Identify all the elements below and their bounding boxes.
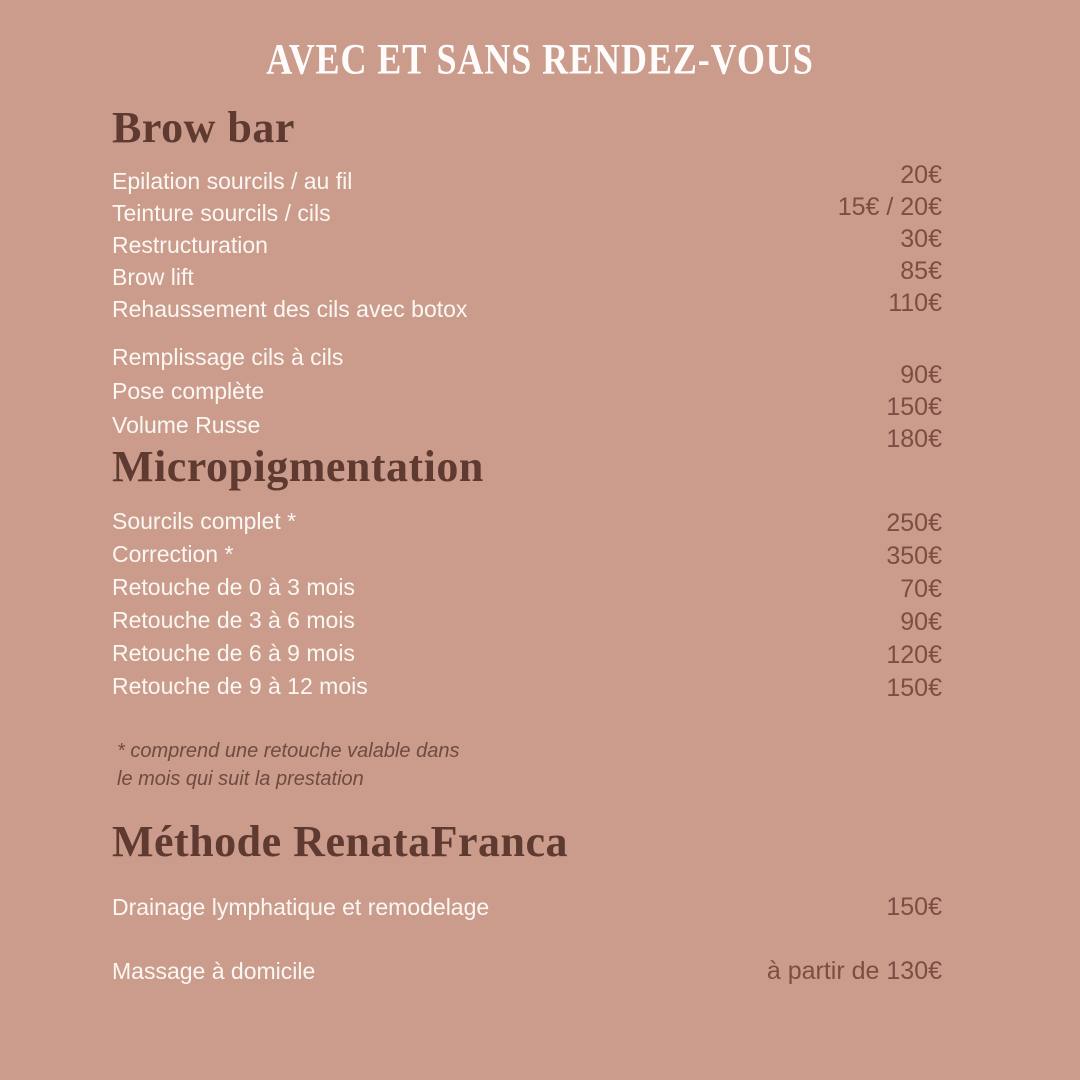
menu-row — [112, 224, 942, 261]
service-label: Sourcils complet * — [112, 508, 297, 534]
menu-row — [112, 288, 942, 325]
service-price: 90€ — [900, 360, 942, 389]
service-price: 350€ — [886, 542, 942, 570]
service-label: Retouche de 3 à 6 mois — [112, 607, 355, 633]
menu-row — [112, 256, 942, 293]
section-heading-renata-franca: Méthode RenataFranca — [112, 817, 569, 866]
section-heading-micropigmentation: Micropigmentation — [112, 442, 484, 491]
service-label: Correction * — [112, 541, 234, 567]
service-price: à partir de 130€ — [766, 956, 942, 985]
service-label: Teinture sourcils / cils — [112, 199, 331, 226]
service-label: Epilation sourcils / au fil — [112, 167, 353, 194]
service-price: 20€ — [900, 160, 942, 189]
service-price: 150€ — [886, 892, 942, 921]
footnote-line: * comprend une retouche valable dans — [117, 740, 460, 762]
footnote — [117, 737, 459, 793]
service-label: Volume Russe — [112, 411, 261, 438]
service-label: Pose complète — [112, 377, 265, 404]
menu-row — [112, 604, 942, 637]
menu-row — [112, 538, 942, 571]
menu-row — [112, 637, 942, 670]
service-label: Retouche de 9 à 12 mois — [112, 673, 368, 699]
menu-row — [112, 955, 942, 987]
service-label: Brow lift — [112, 263, 194, 290]
menu-row — [112, 192, 942, 229]
service-label: Retouche de 6 à 9 mois — [112, 640, 355, 666]
page-title: AVEC ET SANS RENDEZ-VOUS — [266, 34, 814, 84]
menu-row — [112, 571, 942, 604]
menu-row — [112, 505, 942, 538]
service-price: 180€ — [886, 424, 942, 453]
service-label: Rehaussement des cils avec botox — [112, 295, 468, 322]
service-price: 30€ — [900, 224, 942, 253]
footnote-line: le mois qui suit la prestation — [117, 768, 364, 790]
service-price: 85€ — [900, 256, 942, 285]
menu-row — [112, 670, 942, 703]
service-price: 70€ — [900, 575, 942, 603]
service-label: Restructuration — [112, 231, 268, 258]
menu-row — [112, 160, 942, 197]
service-label: Remplissage cils à cils — [112, 343, 344, 370]
menu-row — [112, 891, 942, 923]
lash-rows — [112, 340, 942, 453]
service-price: 250€ — [886, 509, 942, 537]
service-price: 150€ — [886, 674, 942, 702]
section-heading-brow-bar: Brow bar — [112, 103, 295, 152]
service-label: Massage à domicile — [112, 957, 316, 984]
service-label: Drainage lymphatique et remodelage — [112, 893, 490, 920]
service-price: 120€ — [886, 641, 942, 669]
brow-bar-rows — [112, 160, 942, 325]
renata-rows — [112, 891, 942, 987]
service-price: 110€ — [888, 288, 942, 317]
service-price: 15€ / 20€ — [837, 192, 942, 221]
service-label: Retouche de 0 à 3 mois — [112, 574, 355, 600]
service-price: 90€ — [900, 608, 942, 636]
micropigmentation-rows — [112, 505, 942, 703]
service-price: 150€ — [886, 392, 942, 421]
lash-price-column — [886, 359, 942, 455]
